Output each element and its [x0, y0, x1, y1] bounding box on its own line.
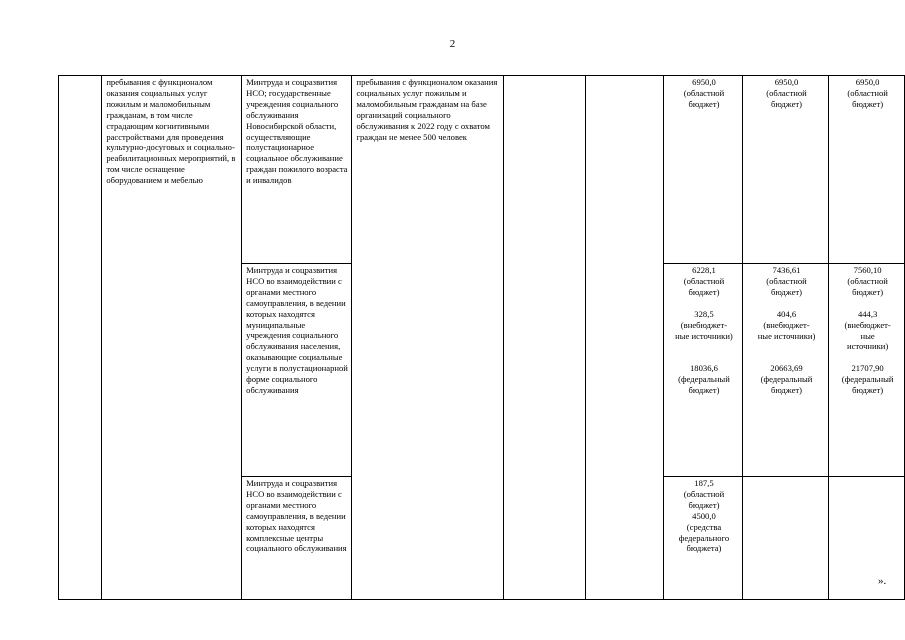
- year3-amount-cell: [829, 76, 905, 264]
- year2-amount-cell: [742, 477, 828, 600]
- amount-line: (областной: [683, 275, 725, 286]
- period-cell: [503, 76, 585, 600]
- year2-amount-cell: [742, 76, 828, 264]
- amount-line: бюджет): [771, 98, 802, 109]
- amount-line: бюджет): [771, 385, 802, 396]
- amount-line: ные источники): [757, 330, 816, 341]
- amount-line: ные: [860, 330, 875, 341]
- amount-line: 21707,90: [851, 363, 884, 374]
- amount-line: (средства: [686, 521, 722, 532]
- spacer: [833, 298, 902, 309]
- row-number-cell: [59, 76, 102, 600]
- year2-amount-cell: [742, 264, 828, 477]
- amount-line: федерального: [678, 532, 730, 543]
- amount-line: бюджета): [686, 543, 722, 554]
- amount-line: 6950,0: [855, 77, 880, 87]
- amount-line: источники): [846, 341, 889, 352]
- amount-line: (областной: [847, 87, 888, 98]
- amount-line: (областной: [683, 488, 725, 499]
- amount-line: (внебюджет-: [763, 319, 810, 330]
- year3-amount-cell: [829, 264, 905, 477]
- amount-line: бюджет): [688, 499, 720, 510]
- amount-line: 404,6: [776, 308, 797, 319]
- page-number: 2: [449, 38, 456, 50]
- amount-line: 444,3: [857, 308, 878, 319]
- year1-amount-cell: [664, 264, 743, 477]
- amount-line: (федеральный: [841, 374, 894, 385]
- amount-line: бюджет): [852, 385, 884, 396]
- amount-line: 6228,1: [692, 265, 716, 275]
- executor-cell: Минтруда и соцразвития НСО во взаимодействии с органами местного самоуправления, в ведении которых находятся комплексные центры социального обслуживания: [242, 477, 352, 600]
- amount-line: бюджет): [852, 286, 884, 297]
- amount-line: (внебюджет-: [680, 319, 728, 330]
- amount-line: бюджет): [688, 98, 720, 109]
- amount-line: 6950,0: [692, 77, 716, 87]
- amount-line: бюджет): [688, 385, 720, 396]
- source-cell: [585, 76, 664, 600]
- amount-line: 187,5: [694, 478, 714, 488]
- year3-amount-cell: [829, 477, 905, 600]
- amount-line: бюджет): [852, 98, 884, 109]
- amount-line: 328,5: [694, 308, 714, 319]
- amount-line: (областной: [766, 275, 807, 286]
- amount-line: 20663,69: [770, 363, 803, 374]
- amount-line: бюджет): [771, 286, 802, 297]
- amount-line: (федеральный: [678, 374, 730, 385]
- year1-amount-cell: [664, 76, 743, 264]
- year1-amount-cell: [664, 477, 743, 600]
- amount-line: (областной: [847, 275, 888, 286]
- executor-cell: Минтруда и соцразвития НСО во взаимодействии с органами местного самоуправления, в ведении которых находятся муниципальные учреждения социального обслуживания населения, оказывающие социальные услуги в полустационарной форме социального обслуживания: [242, 264, 352, 477]
- amount-line: 7560,10: [853, 265, 882, 275]
- amount-line: ные источники): [675, 330, 733, 341]
- amount-line: 7436,61: [772, 265, 801, 275]
- spacer: [747, 298, 826, 309]
- amount-line: бюджет): [688, 286, 720, 297]
- amount-line: 18036,6: [690, 363, 718, 374]
- table-row: [59, 76, 905, 264]
- event-cell: пребывания с функционалом оказания социальных услуг пожилым и маломобильным гражданам, в том числе страдающим когнитивными расстройствами для проведения культурно-досуговых и социально-реабилитационных мероприятий, в том числе оснащение оборудованием и мебелью: [102, 76, 242, 600]
- closing-quote: ».: [878, 575, 887, 587]
- spacer: [833, 352, 902, 363]
- program-table: [58, 75, 905, 600]
- amount-line: (областной: [766, 87, 807, 98]
- amount-line: 4500,0: [692, 510, 716, 521]
- spacer: [668, 298, 740, 309]
- spacer: [747, 341, 826, 363]
- spacer: [668, 341, 740, 363]
- executor-cell: Минтруда и соцразвития НСО; государственные учреждения социального обслуживания Новосибирской области, осуществляющие полустационарное социальное обслуживание граждан пожилого возраста и инвалидов: [242, 76, 352, 264]
- amount-line: (федеральный: [760, 374, 813, 385]
- result-cell: пребывания с функционалом оказания социальных услуг пожилым и маломобильным гражданам на базе организаций социального обслуживания к 2022 году с охватом граждан не менее 500 человек: [352, 76, 503, 600]
- amount-line: 6950,0: [774, 77, 799, 87]
- amount-line: (внебюджет-: [844, 319, 891, 330]
- amount-line: (областной: [683, 87, 725, 98]
